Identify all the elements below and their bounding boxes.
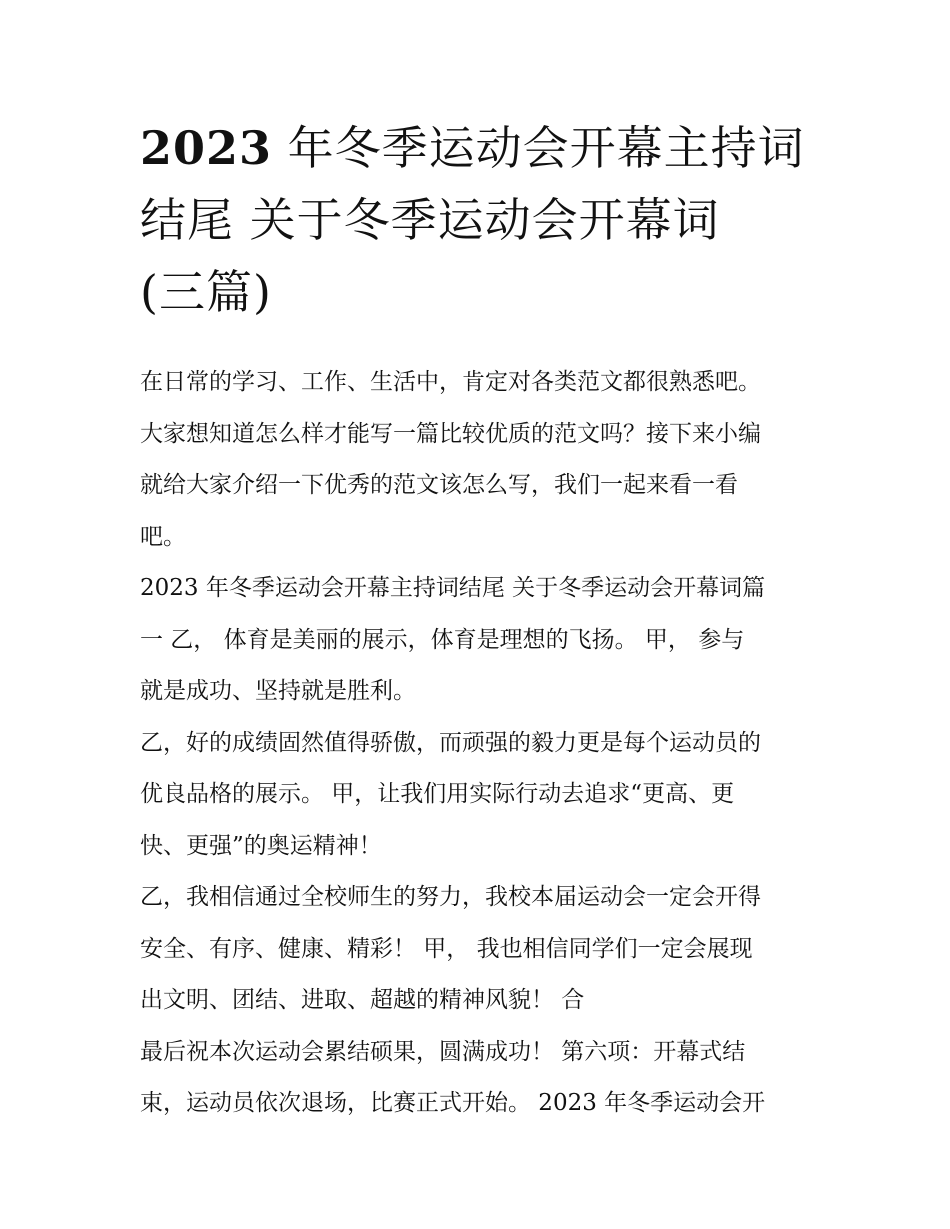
paragraph-closing: [140, 1027, 820, 1130]
document-title: [140, 112, 820, 328]
paragraph-line: 最后祝本次运动会累结硕果，圆满成功！ 第六项：开幕式结: [140, 1038, 746, 1065]
title-year: 2023: [140, 121, 273, 175]
paragraph-line: 安全、有序、健康、精彩！ 甲， 我也相信同学们一定会展现: [140, 935, 753, 962]
title-line-1: [140, 112, 820, 184]
paragraph-line: 优良品格的展示。 甲，让我们用实际行动去追求“更高、更: [140, 781, 735, 807]
paragraph-line: 就给大家介绍一下优秀的范文该怎么写，我们一起来看一看: [140, 472, 738, 498]
paragraph-line: 2023 年冬季运动会开幕主持词结尾 关于冬季运动会开幕词篇: [140, 575, 766, 601]
paragraph-section-heading: [140, 563, 820, 718]
paragraph-line: 束，运动员依次退场，比赛正式开始。 2023 年冬季运动会开: [140, 1090, 766, 1116]
paragraph-line: 吧。: [140, 523, 186, 550]
document-body: [140, 357, 820, 1130]
paragraph-line: 乙，我相信通过全校师生的努力，我校本届运动会一定会开得: [140, 884, 761, 910]
paragraph-dialogue-2: [140, 872, 820, 1027]
title-line-3: (三篇): [140, 265, 272, 319]
paragraph-line: 乙，好的成绩固然值得骄傲，而顽强的毅力更是每个运动员的: [140, 729, 761, 756]
paragraph-line: 大家想知道怎么样才能写一篇比较优质的范文吗？接下来小编: [140, 420, 761, 447]
paragraph-dialogue-1: [140, 718, 820, 873]
paragraph-line: 在日常的学习、工作、生活中，肯定对各类范文都很熟悉吧。: [140, 369, 761, 395]
paragraph-line: 出文明、团结、进取、超越的精神风貌！ 合: [140, 987, 585, 1013]
paragraph-line: 就是成功、坚持就是胜利。: [140, 678, 416, 704]
title-line-2: 结尾 关于冬季运动会开幕词: [140, 193, 720, 247]
paragraph-intro: [140, 357, 820, 563]
paragraph-line: 快、更强”的奥运精神！: [140, 832, 382, 859]
paragraph-line: 一 乙， 体育是美丽的展示，体育是理想的飞扬。 甲， 参与: [140, 626, 745, 653]
title-line-1-text: 年冬季运动会开幕主持词: [272, 121, 805, 175]
